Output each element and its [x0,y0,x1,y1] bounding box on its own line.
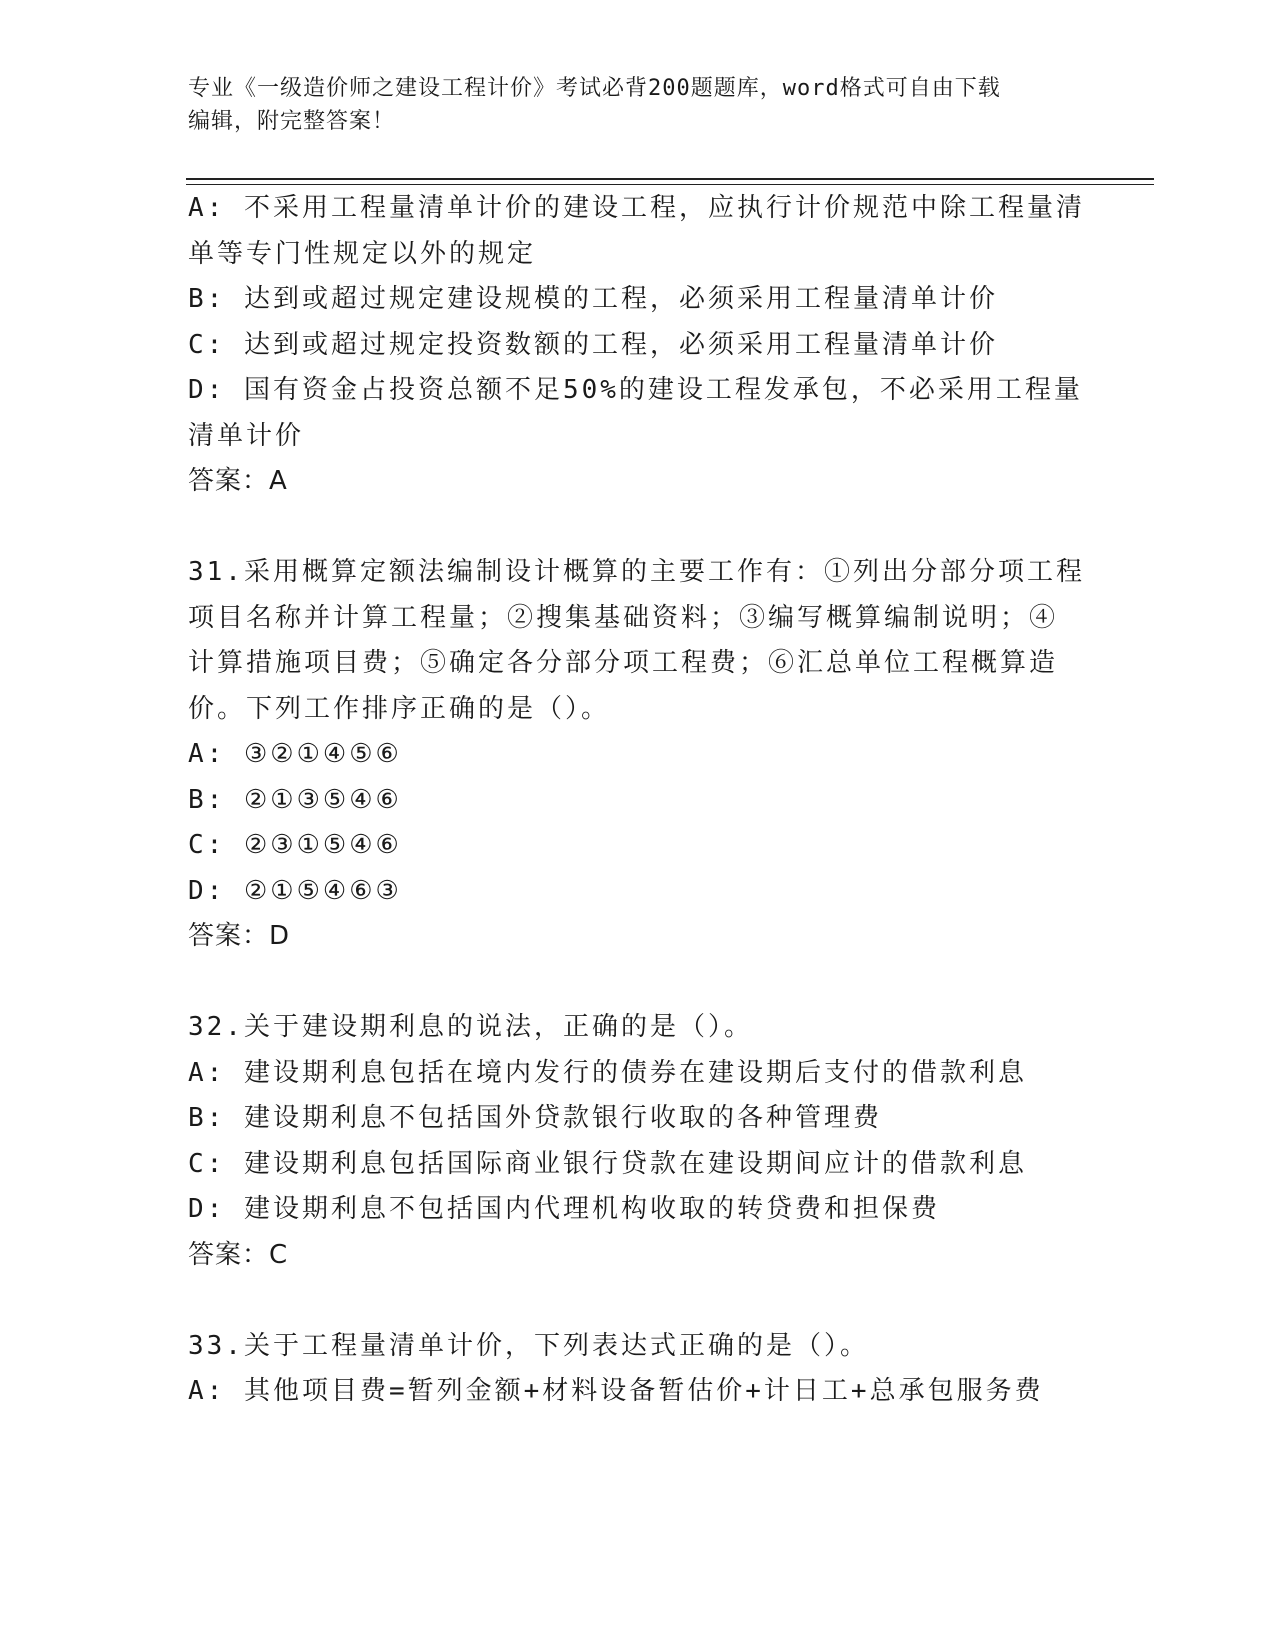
document-body [188,186,1088,1415]
option-a-line-2: 单等专门性规定以外的规定 [188,238,537,269]
option-d: D: 建设期利息不包括国内代理机构收取的转贷费和担保费 [188,1194,940,1224]
spacer [188,505,1088,551]
question-31 [188,550,1088,960]
question-stem: 32.关于建设期利息的说法，正确的是（）。 [188,1012,753,1042]
question-stem-line-1: 31.采用概算定额法编制设计概算的主要工作有：①列出分部分项工程 [188,557,1085,587]
question-30 [188,186,1088,505]
question-stem-line-3: 计算措施项目费；⑤确定各分部分项工程费；⑥汇总单位工程概算造 [188,648,1059,678]
answer: 答案：A [188,466,288,496]
spacer [188,1278,1088,1324]
option-a: A: 其他项目费=暂列金额+材料设备暂估价+计日工+总承包服务费 [188,1376,1044,1406]
answer: 答案：C [188,1239,289,1270]
option-b: B: 达到或超过规定建设规模的工程，必须采用工程量清单计价 [188,284,998,314]
question-stem: 33.关于工程量清单计价，下列表达式正确的是（）。 [188,1330,869,1361]
option-a-line-1: A: 不采用工程量清单计价的建设工程，应执行计价规范中除工程量清 [188,193,1085,223]
header-line-1: 专业《一级造价师之建设工程计价》考试必背200题题库，word格式可自由下载 [188,76,1001,101]
question-stem-line-4: 价。下列工作排序正确的是（）。 [188,693,611,724]
option-d-line-2: 清单计价 [188,420,305,451]
spacer [188,960,1088,1006]
answer: 答案：D [188,921,291,951]
option-c: C: 建设期利息包括国际商业银行贷款在建设期间应计的借款利息 [188,1148,1027,1179]
question-32 [188,1005,1088,1278]
option-b: B: ②①③⑤④⑥ [188,784,402,815]
question-stem-line-2: 项目名称并计算工程量；②搜集基础资料；③编写概算编制说明；④ [188,602,1059,633]
option-d-line-1: D: 国有资金占投资总额不足50%的建设工程发承包，不必采用工程量 [188,375,1083,405]
option-c: C: ②③①⑤④⑥ [188,830,402,860]
option-d: D: ②①⑤④⑥③ [188,875,402,906]
option-c: C: 达到或超过规定投资数额的工程，必须采用工程量清单计价 [188,329,998,360]
option-b: B: 建设期利息不包括国外贷款银行收取的各种管理费 [188,1103,882,1133]
option-a: A: 建设期利息包括在境内发行的债券在建设期后支付的借款利息 [188,1057,1027,1088]
header-rule-thin [186,184,1154,185]
header-line-2: 编辑，附完整答案！ [188,109,396,134]
document-header [188,72,1068,138]
option-a: A: ③②①④⑤⑥ [188,739,402,769]
question-33 [188,1324,1088,1415]
header-rule-thick [186,178,1154,180]
